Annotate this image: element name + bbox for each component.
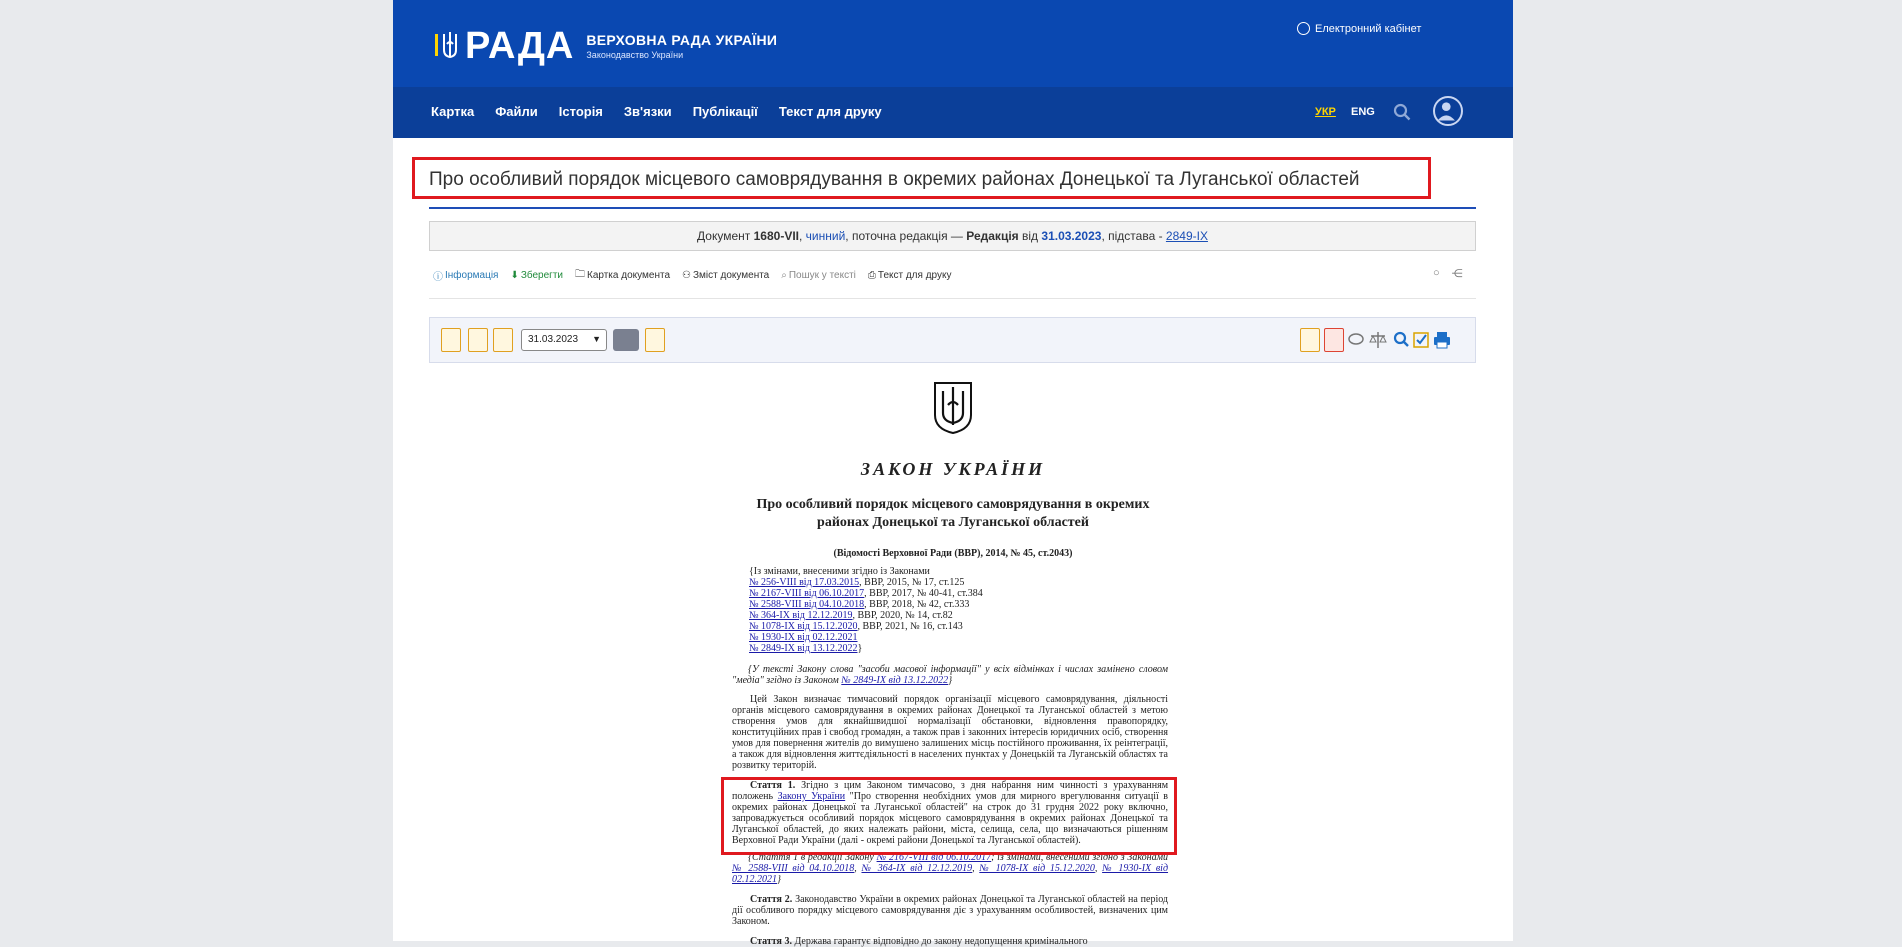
tools-right: [1433, 267, 1463, 280]
amend-link[interactable]: № 1930-IX від 02.12.2021: [749, 632, 858, 643]
download-icon: ⬇: [510, 270, 519, 281]
printer-icon[interactable]: [1433, 329, 1451, 351]
list-item: [749, 577, 1168, 588]
tool-print[interactable]: [868, 267, 952, 284]
law-source: (Відомості Верховної Ради (ВВР), 2014, № 45, ст.2043): [833, 548, 1073, 559]
circle-icon[interactable]: ○: [1433, 267, 1440, 279]
sitemap-icon: ⚇: [682, 270, 691, 281]
doc-prefix: Документ: [697, 229, 751, 243]
compare-button[interactable]: [613, 329, 639, 351]
page-title: Про особливий порядок місцевого самоврядування в окремих районах Донецької та Луганської областей: [412, 157, 1431, 199]
art1-note-link-5[interactable]: № 1930-IX від 02.12.2021: [732, 863, 1169, 885]
site-logo[interactable]: [435, 25, 778, 67]
redaction-date-value: 31.03.2023: [528, 334, 579, 345]
tool-save-label: Зберегти: [520, 270, 563, 281]
article-3: [732, 936, 1168, 947]
list-item: [749, 621, 1168, 632]
doc-basis-link[interactable]: 2849-IX: [1165, 229, 1208, 243]
tool-contents-label: Зміст документа: [692, 270, 770, 281]
doc-date: 31.03.2023: [1041, 229, 1102, 243]
note-link[interactable]: № 2849-IX від 13.12.2022: [841, 675, 949, 686]
document-tools: [433, 267, 951, 284]
logo-word: РАДА: [465, 25, 575, 67]
print-small-icon: ⎙: [867, 270, 876, 281]
coat-of-arms-icon: [931, 381, 975, 435]
amend-link[interactable]: № 364-IX від 12.12.2019: [749, 610, 853, 621]
art1-note-a: {Стаття 1 в редакції Закону: [748, 852, 874, 863]
trident-logo-icon: [435, 30, 463, 62]
note-end: }: [948, 675, 953, 686]
doc-annotate-icon[interactable]: [645, 328, 665, 352]
doc-basis-label: , підстава -: [1101, 229, 1163, 243]
amend-intro: {Із змінами, внесеними згідно із Законами: [749, 566, 930, 577]
doc-status-link[interactable]: чинний: [805, 229, 846, 243]
amend-link[interactable]: № 256-VIII від 17.03.2015: [749, 577, 860, 588]
list-item: [749, 588, 1168, 599]
list-item: [749, 599, 1168, 610]
law-title-line-2: районах Донецької та Луганської областей: [817, 515, 1089, 530]
doc-number: 1680-VII: [753, 229, 799, 243]
tool-search-label: Пошук у тексті: [788, 270, 856, 281]
article-3-label: Стаття 3.: [750, 936, 792, 947]
tool-print-label: Текст для друку: [877, 270, 952, 281]
amendments-block: [749, 566, 1168, 654]
lang-ukr[interactable]: УКР: [1315, 106, 1336, 118]
amend-rest: , ВВР, 2015, № 17, ст.125: [859, 577, 965, 588]
share-icon[interactable]: ⋲: [1451, 268, 1463, 280]
list-item: [749, 610, 1168, 621]
media-note: [732, 664, 1168, 686]
tool-info-label: Інформація: [445, 270, 499, 281]
lang-eng[interactable]: ENG: [1351, 106, 1375, 118]
avatar[interactable]: [1433, 96, 1463, 126]
amend-link[interactable]: № 2849-IX від 13.12.2022: [749, 643, 858, 654]
search-small-icon: ⌕: [781, 270, 787, 281]
art1-note-link-4[interactable]: № 1078-IX від 15.12.2020: [979, 863, 1095, 874]
article-1-text-a: Згідно з цим Законом тимчасово, з дня набрання ним чинності з урахуванням положень: [732, 780, 1169, 802]
doc-redaction-label: Редакція: [966, 229, 1019, 243]
list-item: [749, 643, 1168, 654]
amend-rest: , ВВР, 2021, № 16, ст.143: [857, 621, 963, 632]
paragraph-icon[interactable]: [1324, 328, 1344, 352]
law-title: [393, 496, 1513, 532]
doc-file-icon[interactable]: [441, 328, 461, 352]
amend-link[interactable]: № 2588-VIII від 04.10.2018: [749, 599, 865, 610]
preamble: Цей Закон визначає тимчасовий порядок організації місцевого самоврядування, діяльності органів місцевого самоврядування в окремих районах Донецької та Луганської областей з метою створення умов для якнайшвидшої нормалізації обстановки, відновлення правопорядку, конституційних прав і свобод громадян, а також прав і законних інтересів юридичних осіб, створення умов для повернення жителів до вимушено залишених місць постійного проживання, їх реінтеграції, а також для відновлення життєдіяльності в населених пунктах у Донецькій та Луганській областях та розвитку територій.: [732, 694, 1168, 771]
nav-item-history[interactable]: Історія: [558, 104, 603, 119]
amend-rest: , ВВР, 2018, № 42, ст.333: [864, 599, 970, 610]
law-kind: ЗАКОН УКРАЇНИ: [860, 459, 1046, 479]
site-header: [393, 0, 1513, 87]
amend-rest: }: [857, 643, 863, 654]
document-status-bar: Документ 1680-VII, чинний, поточна редакція — Редакція від 31.03.2023, підстава - 2849-IX: [429, 221, 1476, 251]
note-text: {У тексті Закону слова "засоби масової інформації" у всіх відмінках і числах замінено словом "медіа" згідно із Законом: [732, 664, 1168, 686]
search-icon[interactable]: [1393, 103, 1411, 121]
user-circle-icon: [1297, 22, 1310, 35]
logo-line-2: Законодавство України: [586, 50, 684, 60]
scales-icon[interactable]: [1369, 329, 1387, 351]
cabinet-label: Електронний кабінет: [1315, 22, 1422, 35]
tool-search[interactable]: [781, 267, 856, 284]
title-underline: [429, 207, 1476, 209]
doc-from: від: [1022, 229, 1039, 243]
page-container: [393, 0, 1513, 947]
law-text: [732, 566, 1168, 947]
tool-card[interactable]: [575, 267, 670, 284]
tool-contents[interactable]: [682, 267, 769, 284]
article-1-text-b: "Про створення необхідних умов для мирного врегулювання ситуації в окремих районах Донецької та Луганської областей" на строк до 31 грудня 2022 року включно, запроваджується особливий порядок місцевого самоврядування в окремих районах Донецької та Луганської областей, до яких належать райони, міста, селища, села, що визначаються рішенням Верховної Ради України (далі - окремі райони Донецької та Луганської областей).: [732, 791, 1168, 846]
comments-icon[interactable]: [1348, 329, 1366, 351]
magnifier-icon[interactable]: [1392, 329, 1410, 351]
article-2-text: Законодавство України в окремих районах Донецької та Луганської областей на період дії особливого порядку місцевого самоврядування діє з урахуванням особливостей, визначених цим Законом.: [732, 894, 1169, 927]
folder-icon: 🗀: [575, 269, 585, 280]
article-1-label: Стаття 1.: [750, 780, 796, 791]
amend-rest: , ВВР, 2020, № 14, ст.82: [852, 610, 953, 621]
nav-item-links[interactable]: Зв'язки: [623, 104, 672, 119]
tool-card-label: Картка документа: [587, 270, 671, 281]
art1-note-link-3[interactable]: № 364-IX від 12.12.2019: [861, 863, 973, 874]
main-nav: [393, 87, 1513, 138]
logo-line-1: ВЕРХОВНА РАДА УКРАЇНИ: [586, 32, 778, 48]
amend-link[interactable]: № 2167-VIII від 06.10.2017: [749, 588, 865, 599]
article-1-note: {Стаття 1 в редакції Закону № 2167-VIII від 06.10.2017; із змінами, внесеними згідно з Законами № 2588-VIII від 04.10.2018, № 364-IX від 12.12.2019, № 1078-IX від 15.12.2020, № 1930-IX від 02.12.2021}: [732, 852, 1169, 885]
article-1-link[interactable]: Закону України: [777, 791, 846, 802]
article-3-text: Держава гарантує відповідно до закону недопущення кримінального: [794, 936, 1088, 947]
checklist-icon[interactable]: [1412, 329, 1430, 351]
doc-mid: , поточна редакція —: [845, 229, 963, 243]
chevron-down-icon: ▼: [592, 334, 601, 344]
doc-history-icon[interactable]: [493, 328, 513, 352]
doc-edit-icon[interactable]: [468, 328, 488, 352]
amend-rest: , ВВР, 2017, № 40-41, ст.384: [864, 588, 983, 599]
article-1-highlight-box: [721, 777, 1177, 855]
nav-item-files[interactable]: Файли: [495, 104, 538, 119]
article-2-label: Стаття 2.: [750, 894, 793, 905]
document-toolbar: [429, 317, 1476, 363]
user-avatar-icon: [1435, 98, 1461, 124]
redaction-date-select[interactable]: [521, 329, 607, 351]
doc-copy-icon[interactable]: [1300, 328, 1320, 352]
amend-link[interactable]: № 1078-IX від 15.12.2020: [749, 621, 858, 632]
nav-item-publications[interactable]: Публікації: [692, 104, 758, 119]
law-title-line-1: Про особливий порядок місцевого самоврядування в окремих: [756, 497, 1150, 512]
tool-save[interactable]: [510, 267, 563, 284]
tool-info[interactable]: [433, 267, 498, 284]
list-item: [749, 632, 1168, 643]
article-2: [732, 894, 1168, 927]
art1-note-b: ; із змінами, внесеними згідно з Законами: [991, 852, 1168, 863]
info-icon: ⓘ: [433, 272, 443, 283]
art1-note-end: }: [777, 874, 781, 885]
art1-note-link-2[interactable]: № 2588-VIII від 04.10.2018: [732, 863, 855, 874]
art1-note-link-1[interactable]: № 2167-VIII від 06.10.2017: [876, 852, 992, 863]
electronic-cabinet-link[interactable]: [1297, 22, 1421, 35]
tools-divider: [429, 298, 1476, 299]
nav-item-card[interactable]: Картка: [431, 104, 475, 119]
nav-item-print-text[interactable]: Текст для друку: [778, 104, 882, 119]
